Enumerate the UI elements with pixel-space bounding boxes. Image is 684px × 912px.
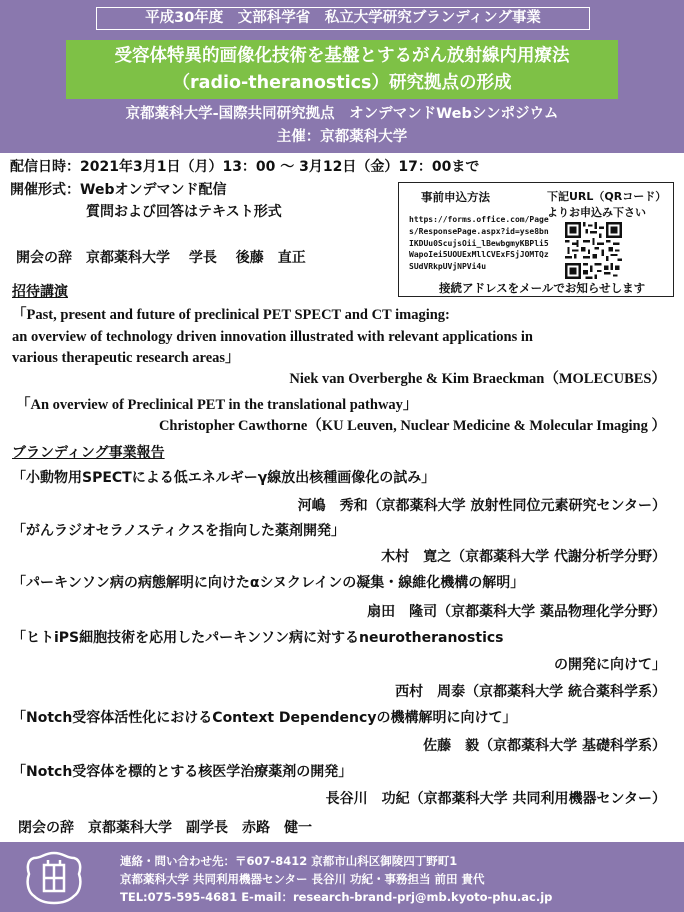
report6-speaker: 長谷川 功紀（京都薬科大学 共同利用機器センター） <box>325 791 666 807</box>
talk1-title-line-2: an overview of technology driven innovation illustrated with relevant applications in <box>12 329 533 345</box>
report1-title: 「小動物用SPECTによる低エネルギーγ線放出核種画像化の試み」 <box>12 470 436 486</box>
registration-hint-2: よりお申込み下さい <box>547 206 646 219</box>
talk2-speaker: Christopher Cawthorne（KU Leuven, Nuclear Medicine & Molecular Imaging ） <box>158 418 666 434</box>
report5-title: 「Notch受容体活性化におけるContext Dependencyの機構解明に向けて」 <box>12 710 517 726</box>
talk1-title-line-3: various therapeutic research areas」 <box>12 350 240 366</box>
format-value: Webオンデマンド配信 <box>80 182 227 198</box>
footer-contact-line[interactable]: TEL:075-595-4681 E-mail：research-brand-prj@mb.kyoto-phu.ac.jp <box>120 890 553 904</box>
footer-line-2: 京都薬科大学 共同利用機器センター 長谷川 功紀・事務担当 前田 貴代 <box>120 872 485 886</box>
report4-title-line-2: の開発に向けて」 <box>554 657 666 673</box>
report2-title: 「がんラジオセラノスティクスを指向した薬剤開発」 <box>12 523 346 539</box>
header-banner <box>0 0 684 153</box>
footer-line-1: 連絡・問い合わせ先：〒607-8412 京都市山科区御陵四丁野町1 <box>120 854 458 868</box>
registration-box <box>398 182 674 297</box>
opening-remarks: 開会の辞 京都薬科大学 学長 後藤 直正 <box>16 250 306 266</box>
report6-title: 「Notch受容体を標的とする核医学治療薬剤の開発」 <box>12 764 353 780</box>
registration-hint-1: 下記URL（QRコード） <box>547 190 667 203</box>
footer-contact <box>0 842 684 912</box>
talk1-speaker: Niek van Overberghe & Kim Braeckman（MOLECUBES） <box>289 371 666 387</box>
symposium-subtitle: 京都薬科大学-国際共同研究拠点 オンデマンドWebシンポジウム <box>125 106 559 122</box>
invited-heading: 招待講演 <box>12 284 68 300</box>
format-label: 開催形式： <box>10 182 80 198</box>
format-note: 質問および回答はテキスト形式 <box>86 204 282 220</box>
report3-title: 「パーキンソン病の病態解明に向けたαシヌクレインの凝集・線維化機構の解明」 <box>12 575 525 591</box>
title-line-2: （radio-theranostics）研究拠点の形成 <box>172 73 512 93</box>
registration-title: 事前申込方法 <box>421 190 490 204</box>
registration-url[interactable]: https://forms.office.com/Pages/ResponsePage.aspx?id=yse8bnIKDUu0ScujsOii_lBewbgmyKBPli5WapoIei5UOUExMllCVExFSjJOMTQzSUdVRkpUVjNPVi4u <box>409 215 549 272</box>
report2-speaker: 木村 寛之（京都薬科大学 代謝分析学分野） <box>381 549 666 565</box>
title-line-1: 受容体特異的画像化技術を基盤とするがん放射線内用療法 <box>114 46 570 66</box>
date-label: 配信日時： <box>10 159 80 175</box>
talk1-title-line-1: 「Past, present and future of preclinical PET SPECT and CT imaging: <box>12 307 450 323</box>
report5-speaker: 佐藤 毅（京都薬科大学 基礎科学系） <box>423 738 666 754</box>
date-value: 2021年3月1日（月）13：00 ～ 3月12日（金）17：00まで <box>80 159 480 175</box>
university-emblem-icon <box>24 850 84 906</box>
branding-heading: ブランディング事業報告 <box>12 445 165 461</box>
report4-title-line-1: 「ヒトiPS細胞技術を応用したパーキンソン病に対するneurotheranostics <box>12 630 504 646</box>
report1-speaker: 河嶋 秀和（京都薬科大学 放射性同位元素研究センター） <box>297 498 666 514</box>
report4-speaker: 西村 周泰（京都薬科大学 統合薬科学系） <box>395 684 666 700</box>
format-row <box>10 181 226 199</box>
qr-code-icon[interactable] <box>565 222 622 279</box>
report3-speaker: 扇田 隆司（京都薬科大学 薬品物理化学分野） <box>367 604 666 620</box>
registration-note: 接続アドレスをメールでお知らせします <box>439 281 646 295</box>
title-box <box>66 40 618 99</box>
date-row <box>10 158 479 176</box>
talk2-title: 「An overview of Preclinical PET in the translational pathway」 <box>16 397 418 413</box>
program-label: 平成30年度 文部科学省 私立大学研究ブランディング事業 <box>96 7 590 30</box>
organizer: 主催：京都薬科大学 <box>276 129 408 145</box>
closing-remarks: 閉会の辞 京都薬科大学 副学長 赤路 健一 <box>18 820 312 836</box>
